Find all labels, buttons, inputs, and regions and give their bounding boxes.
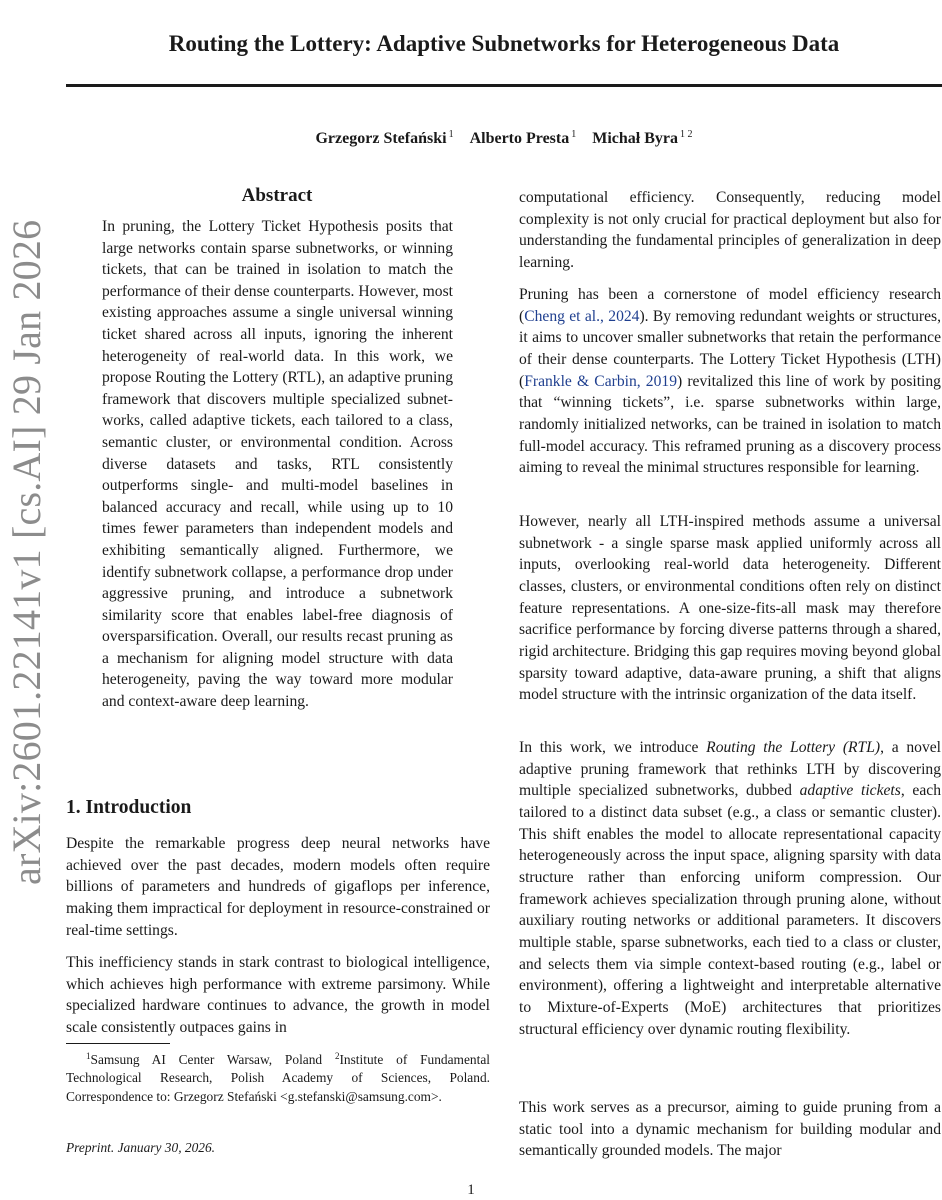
author-affiliation-marker: 1 bbox=[571, 129, 577, 140]
page-number: 1 bbox=[467, 1182, 475, 1198]
arxiv-identifier-stamp: arXiv:2601.22141v1 [cs.AI] 29 Jan 2026 bbox=[4, 219, 49, 885]
author-affiliation-marker: 1 bbox=[448, 129, 454, 140]
author: Alberto Presta $^1$ bbox=[469, 129, 577, 147]
section-heading-introduction: 1. Introduction bbox=[66, 797, 192, 818]
intro-paragraph: This inefficiency stands in stark contrast to biological intelligence, which achieves high performance with extreme parsimony. While specialized hardware continues to advance, the growth in model scale consistently outpaces gains in bbox=[66, 954, 490, 1036]
preprint-date-note: Preprint. January 30, 2026. bbox=[66, 1140, 216, 1155]
author-list bbox=[66, 124, 942, 150]
body-paragraph: This work serves as a precursor, aiming to guide pruning from a static tool into a dynamic mechanism for building modular and semantically grounded models. The major bbox=[519, 1099, 941, 1160]
intro-paragraph: Despite the remarkable progress deep neural networks have achieved over the past decades, modern models often require billions of parameters and hundreds of gigaflops per inference, making them impractical for deployment in resource-constrained or real-time settings. bbox=[66, 835, 490, 939]
abstract-text: In pruning, the Lottery Ticket Hypothesis posits that large networks contain sparse subnetworks, or winning tickets, that can be trained in isolation to match the performance of their dense counterparts. However, most existing approaches assume a single universal winning ticket shared across all inputs, ignoring the inherent heterogeneity of real-world data. In this work, we propose Routing the Lottery (RTL), an adaptive pruning framework that discovers multiple specialized subnetworks, called adaptive tickets, each tailored to a class, semantic cluster, or environmental condition. Across diverse datasets and tasks, RTL consistently outperforms single- and multi-model baselines in balanced accuracy and recall, while using up to 10 times fewer parameters than independent models and exhibiting semantically aligned. Furthermore, we identify subnetwork collapse, a performance drop under aggressive pruning, and introduce a subnetwork similarity score that enables label-free diagnosis of oversparsification. Overall, our results recast pruning as a mechanism for aligning model structure with data heterogeneity, paving the way toward more modular and context-aware deep learning. bbox=[102, 218, 453, 711]
body-paragraph: In this work, we introduce Routing the Lottery (RTL), a novel adaptive pruning framework that rethinks LTH by discovering multiple specialized subnetworks, dubbed adaptive tickets, each tailored to a distinct data subset (e.g., a class or semantic cluster). This shift enables the model to allocate representational capacity heterogeneously across the input space, aligning sparsity with data structure rather than enforcing uniform compression. Our framework achieves specialization through pruning alone, without auxiliary routing networks or additional parameters. It discovers multiple stable, sparse subnetworks, each tied to a class or cluster, and selects them via simple context-based routing (e.g., label or environment), offering a lightweight and interpretable alternative to Mixture-of-Experts (MoE) architectures that prioritizes structural efficiency over dynamic routing flexibility. bbox=[519, 739, 941, 1038]
body-paragraph: computational efficiency. Consequently, reducing model complexity is not only crucial for practical deployment but also for understanding the fundamental principles of generalization in deep learning. bbox=[519, 189, 941, 271]
abstract-heading: Abstract bbox=[241, 185, 313, 206]
emphasized-term: Routing the Lottery (RTL) bbox=[706, 739, 881, 756]
footnote-divider bbox=[66, 1043, 170, 1044]
affiliation-footnote: $^1$Samsung AI Center Warsaw, Poland $^2$Institute of Fundamental Technological Research, Polish Academy of Sciences, Poland. Correspondence to: Grzegorz Stefański <g.stefanski@samsung.com>. bbox=[66, 1051, 490, 1104]
citation-link-frankle-2019[interactable]: Frankle & Carbin, 2019 bbox=[524, 372, 677, 390]
body-paragraph: However, nearly all LTH-inspired methods assume a universal subnetwork - a single sparse mask applied uniformly across all inputs, overlooking real-world data heterogeneity. Different classes, clusters, or environmental conditions often rely on distinct feature representations. A one-size-fits-all mask may therefore sacrifice performance by forcing diverse patterns through a shared, rigid architecture. Bridging this gap requires moving beyond global sparsity toward adaptive, data-aware pruning, a shift that aligns model structure with the intrinsic organization of the data itself. bbox=[519, 513, 941, 704]
emphasized-term: adaptive tickets bbox=[799, 782, 901, 800]
paper-title: Routing the Lottery: Adaptive Subnetworks for Heterogeneous Data bbox=[168, 31, 840, 56]
body-paragraph: Pruning has been a cornerstone of model efficiency research (Cheng et al., 2024). By removing redundant weights or structures, it aims to uncover smaller subnetworks that retain the performance of their dense counterparts. The Lottery Ticket Hypothesis (LTH) (Frankle & Carbin, 2019) revitalized this line of work by positing that “winning tickets”, i.e. sparse subnetworks within large, randomly initialized networks, can be trained in isolation to match full-model accuracy. This reframed pruning as a discovery process aiming to reveal the minimal structures responsible for learning. bbox=[519, 286, 941, 477]
author: Grzegorz Stefański $^1$ bbox=[315, 129, 454, 147]
author: Michał Byra $^{1 2}$ bbox=[592, 129, 693, 147]
author-affiliation-marker: 1 2 bbox=[680, 129, 693, 140]
title-rule-divider bbox=[66, 84, 942, 87]
citation-link-cheng-2024[interactable]: Cheng et al., 2024 bbox=[524, 307, 640, 325]
